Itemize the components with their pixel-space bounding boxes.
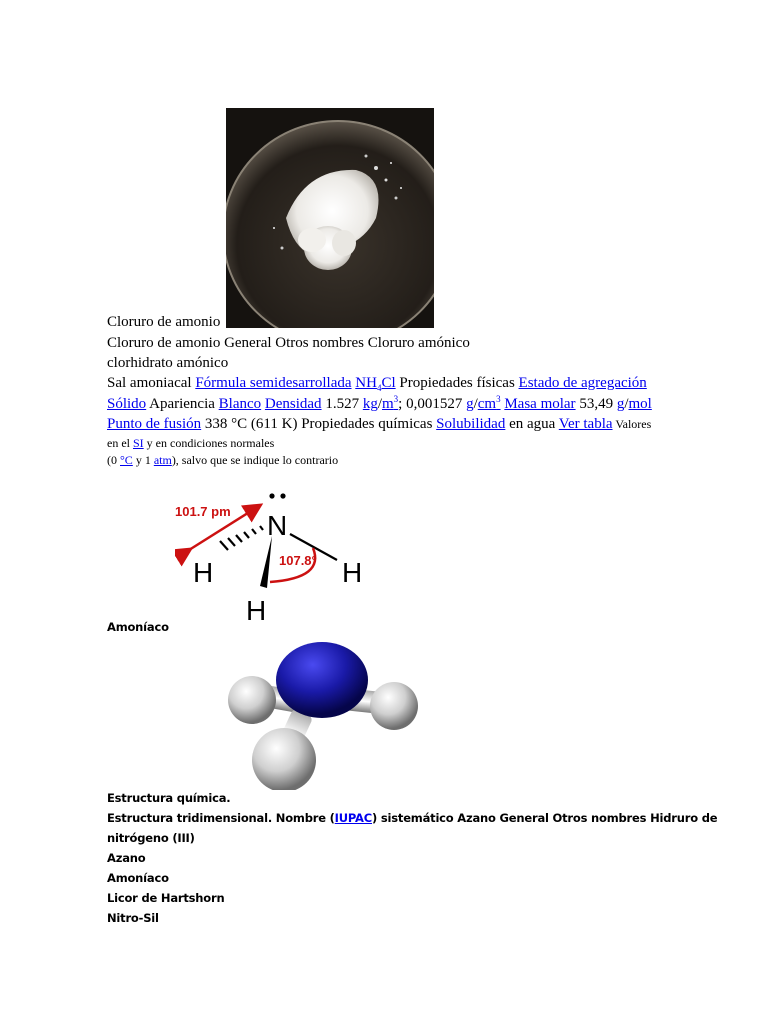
link-mol[interactable]: mol	[628, 396, 652, 412]
link-white[interactable]: Blanco	[218, 396, 262, 412]
link-atm[interactable]: atm	[153, 453, 172, 467]
sans-line-3: Azano	[107, 851, 146, 865]
bond-length-label: 101.7 pm	[175, 504, 231, 519]
ammonium-chloride-photo	[226, 108, 434, 328]
ammonia-ball-model	[222, 640, 422, 790]
bond-angle-label: 107.8°	[279, 553, 317, 568]
link-melting-point[interactable]: Punto de fusión	[107, 416, 202, 432]
link-cm3[interactable]: cm$^3$	[477, 394, 501, 412]
link-solubility[interactable]: Solubilidad	[436, 416, 506, 432]
text-line-2: Cloruro de amonio General Otros nombres Cloruro amónico	[107, 335, 470, 351]
sans-line-6: Nitro-Sil	[107, 911, 159, 925]
link-density[interactable]: Densidad	[264, 396, 322, 412]
text-line-4: Sal amoniacal Fórmula semidesarrollada $NH_4Cl$ Propiedades físicas Estado de agregación	[107, 375, 647, 393]
svg-text:H: H	[193, 557, 214, 588]
ammonia-structure-diagram	[175, 486, 375, 624]
text-line-7: en el SI y en condiciones normales	[107, 436, 275, 450]
link-celsius[interactable]: °C	[120, 453, 133, 467]
atom-n-label: N	[267, 510, 288, 541]
link-si[interactable]: SI	[133, 436, 144, 450]
text-line-3: clorhidrato amónico	[107, 355, 229, 371]
link-nh4cl[interactable]: $NH_4Cl$	[355, 375, 396, 393]
link-solid[interactable]: Sólido	[107, 396, 147, 412]
svg-text:H: H	[342, 557, 363, 588]
link-see-table[interactable]: Ver tabla	[558, 416, 613, 432]
sans-line-1: Estructura tridimensional. Nombre (IUPAC) sistemático Azano General Otros nombres Hidruro de	[107, 811, 718, 825]
model-caption: Estructura química.	[107, 791, 231, 805]
photo-caption: Cloruro de amonio	[107, 314, 221, 330]
svg-text:H: H	[246, 595, 267, 624]
sans-line-5: Licor de Hartshorn	[107, 891, 225, 905]
sans-line-4: Amoníaco	[107, 871, 169, 885]
link-kg[interactable]: kg	[362, 396, 378, 412]
link-iupac[interactable]: IUPAC	[334, 811, 373, 825]
link-formula[interactable]: Fórmula semidesarrollada	[195, 375, 352, 391]
diagram-caption: Amoníaco	[107, 620, 169, 634]
link-state[interactable]: Estado de agregación	[518, 375, 647, 391]
link-g[interactable]: g	[466, 396, 474, 412]
text-line-6: Punto de fusión 338 °C (611 K) Propiedades químicas Solubilidad en agua Ver tabla Valores	[107, 416, 652, 432]
text-line-8: (0 °C y 1 atm), salvo que se indique lo contrario	[107, 453, 339, 467]
text-line-5: Sólido Apariencia Blanco Densidad 1.527 kg/m$^3$; 0,001527 g/cm$^3$ Masa molar 53,49 g/mol	[107, 394, 652, 412]
link-g-mol[interactable]: g	[616, 396, 625, 412]
link-m3[interactable]: m$^3$	[381, 394, 399, 412]
link-molar-mass[interactable]: Masa molar	[504, 396, 576, 412]
sans-line-2: nitrógeno (III)	[107, 831, 195, 845]
